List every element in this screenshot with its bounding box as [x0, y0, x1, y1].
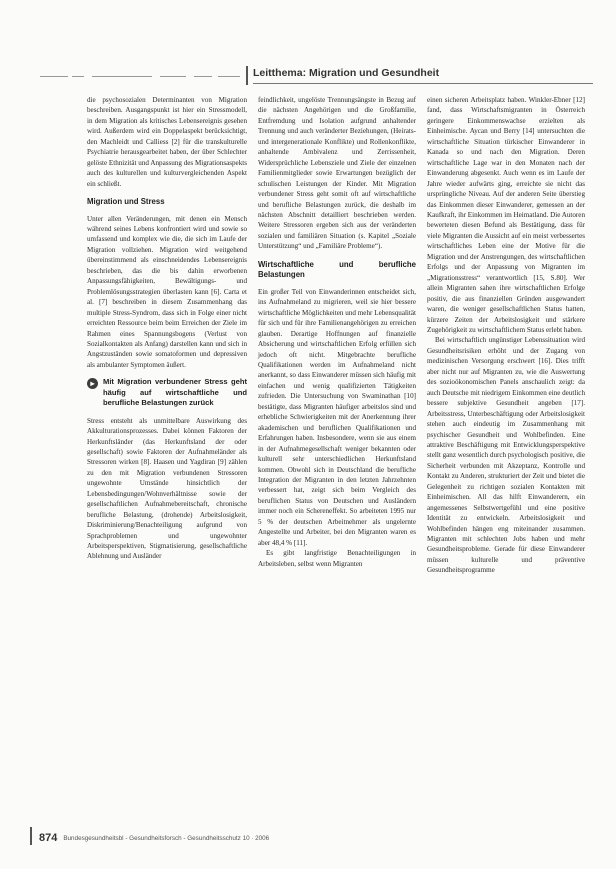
- paragraph: Bei wirtschaftlich ungünstiger Lebenssituation wird Gesundheitsrisiken erhöht und der Zugang von medizinischen Versorgung erschwert [16]. Dies trifft aber nicht nur auf Migranten zu, wie die Auswertung des sozioökonomischen Panels anschaulich zeigt: da auch Deutsche mit niedrigem Einkommen eine deutlich bessere subjektive Gesundheit angeben [17]. Arbeitsstress, Unterbeschäftigung oder Arbeitslosigkeit stehen auch eindeutig im Zusammenhang mit psychischer Gesundheit und Wohlbefinden. Eine attraktive Beschäftigung mit Entwicklungsperspektive stellt ganz wesentlich durch psychologisch positive, die Sicherheit verbunden mit Akzeptanz, Kontrolle und Kontakt zu Anderen, strukturiert der Zeit und bietet die Gelegenheit zu richtigen sozialen Kontakten mit Einheimischen. All das hilft Einwanderern, ein angemessenes Selbstwertgefühl und eine positive Identität zu entwickeln. Arbeitslosigkeit und Wohlbefinden hängen eng miteinander zusammen. Migranten mit schlechten Jobs haben und mehr Gesundheitsprobleme. Gerade für diese Einwanderer müssen kulturelle und präventive Gesundheitsprogramme: [427, 336, 585, 575]
- header-dash: [72, 76, 84, 77]
- footer-rule: [30, 827, 32, 845]
- paragraph: Stress entsteht als unmittelbare Auswirkung des Akkulturationsprozesses. Dabei können Faktoren der Herkunftsländer (das Herkunftsland der oder gesellschaft) sowie Faktoren der Aufnahmeländer als Stressoren wirken [8]. Haasen und Yagdiran [9] zählen zu den mit Migration verbundenen Stressoren ungewohnte Umstände hinsichtlich der Lebensbedingungen/Wohnverhältnisse sowie der gesellschaftlichen Aufnahmebereitschaft, chronische berufliche Belastung, (drohende) Arbeitslosigkeit, Diskriminierung/Benachteiligung aufgrund von Sprachproblemen und ungewohnter Arbeitsperspektiven, Stigmatisierung, gesellschaftliche Ablehnung und Ausländer: [87, 416, 247, 561]
- header-separator: [246, 66, 248, 85]
- journal-citation: Bundesgesundheitsbl - Gesundheitsforsch - Gesundheitsschutz 10 · 2006: [63, 834, 270, 842]
- header-dash: [40, 76, 68, 77]
- pull-quote-text: Mit Migration verbundener Stress geht häufig auf wirtschaftliche und berufliche Belastungen zurück: [103, 377, 247, 408]
- header-dash: [218, 76, 240, 77]
- running-title: Leitthema: Migration und Gesundheit: [253, 67, 440, 79]
- arrow-bullet-icon: ▸: [87, 378, 98, 389]
- page-number: 874: [39, 832, 58, 844]
- paragraph: die psychosozialen Determinanten von Migration beschreiben. Ausgangspunkt ist hier ein Stressmodell, in dem Migration als kritisches Lebensereignis gesehen wird. Außerdem wird ein Doppelaspekt berücksichtigt, den Machleidt und Calliess [2] für die transkulturelle Psychiatrie herausgearbeitet haben, der über Schlechter gelöste Ethnizität und Anpassung des Migrationsaspekts auch des kulturellen und kulturvergleichenden Aspekt ein schließt.: [87, 96, 247, 188]
- pull-quote: [87, 377, 247, 408]
- section-heading-work: Wirtschaftliche und berufliche Belastungen: [258, 259, 416, 280]
- paragraph: Ein großer Teil von Einwanderinnen entscheidet sich, ins Aufnahmeland zu migrieren, weil sie hier bessere wirtschaftliche Möglichkeiten und mehr Lebensqualität für sich und für ihre Familienangehörigen zu erreichen glauben. Derartige Hoffnungen auf finanzielle Absicherung und wirtschaftlichen Erfolg erfüllen sich jedoch oft nicht. Mitgebrachte berufliche Qualifikationen werden im Aufnahmeland nicht anerkannt, so dass Einwanderer müssen sich häufig mit einfachen und wenig qualifizierten Tätigkeiten zufrieden. Die Untersuchung von Swaminathan [10] bestätigte, dass Migranten häufiger arbeitslos sind und erhebliche Schwierigkeiten mit der Anerkennung ihrer akademischen und beruflichen Qualifikationen und Erfahrungen haben. Insbesondere, wenn sie aus einem in der Aufnahmegesellschaft weniger bekannten oder kulturell sehr unterschiedlichen Herkunftsland kommen. Obwohl sich in Deutschland die berufliche Integration der Migranten in den letzten Jahrzehnten verbessert hat, zeigt sich beim Vergleich des beruflichen Status von Deutschen und Ausländern immer noch ein Schereneffekt. So arbeiteten 1995 nur 5 % der deutschen Arbeitnehmer als ungelernte Angestellte und Arbeiter, bei den Migranten waren es aber 48,4 % [11].: [258, 287, 416, 547]
- header-dash: [92, 76, 152, 77]
- paragraph: Es gibt langfristige Benachteiligungen in Arbeitsleben, selbst wenn Migranten: [258, 549, 416, 568]
- paragraph: einen sicheren Arbeitsplatz haben. Winkler-Ebner [12] fand, dass Wirtschaftsmigranten in Österreich geringere Einkommenswachse erzielten als Einheimische. Aycan und Berry [14] untersuchten die wirtschaftliche Situation türkischer Einwanderer in Kanada so und nach den Migration. Deren wirtschaftliche Lage war in den Monaten nach der Einwanderung abgesenkt. Auch wenn es im Laufe der Jahre wieder aufwärts ging, erreichte sie nicht das ursprüngliche Niveau. Auf der anderen Seite überstieg das Einkommen dieser Einwanderer, gemessen an der Kaufkraft, ihr Einkommen im Heimatland. Die Autoren bewerteten diesen Befund als Bestätigung, dass für viele Migranten die Aussicht auf ein meist verbessertes wirtschaftliches Leben eine der Motive für die Migration und der Anstrengungen, des wirtschaftlichen Erfolgs und der Anpassung von Migranten im „Migrationsstress“ verantwortlich [15, S.80]. Wer allein Migranten sahen ihre wirtschaftlichen Erfolge positiv, die aus finanziellen Gründen ausgewandert waren, die weniger gesellschaftlichen Status hatten, kürzere Zeiten der Arbeitslosigkeit und stärkere Zugehörigkeit zu wirtschaftlichem Status erlebt haben.: [427, 96, 585, 334]
- paragraph: feindlichkeit, ungelöste Trennungsängste in Bezug auf die nächsten Angehörigen und die Großfamilie, Entfremdung und Isolation aufgrund anhaltender Trennung und auch veränderter Beziehungen, (Heirats- und intergenerationale Konflikte) und Rollenkonflikte, anhaltende Ambivalenz und Zerrissenheit, Widersprüchliche Lebensziele und Ziele der einzelnen Familienmitglieder sowie Erwartungen bezüglich der schulischen Leistungen der Kinder. Mit Migration verbundener Stress geht somit oft auf wirtschaftliche und berufliche Belastungen zurück, die deshalb im nächsten Abschnitt detailliert beschrieben werden. Weitere Stressoren ergeben sich aus der veränderten sozialen und familiären Situation (s. Kapitel „Soziale Unterstützung“ und „Familiäre Probleme“).: [258, 96, 416, 251]
- section-heading-stress: Migration und Stress: [87, 197, 165, 207]
- text-column-middle: [258, 95, 416, 569]
- paragraph: Unter allen Veränderungen, mit denen ein Mensch während seines Lebens konfrontiert wird und sowie so umfassend und komplex wie die, die sich im Laufe der Migration vollziehen. Migration wird weitgehend übereinstimmend als einschneidendes Lebensereignis beschrieben, das die bis dahin erworbenen Anpassungsfähigkeiten, Bewältigungs- und Problemlösungsstrategien überlasten kann [6]. Carta et al. [7] beschreiben in diesem Zusammenhang das multiple Stress-Syndrom, dass sich in Folge einer nicht erreichten Ressource beim beim Erreichen der Ziele im Rahmen eines Spannungsbogens (Verlust von Sozialkontakten als Anfang) darstellen kann und sich in Angstzuständen sowie somatoformen und depressiven als ambulanter Symptomen äußert.: [87, 214, 247, 369]
- text-column-right: [427, 95, 585, 576]
- header-dash: [160, 76, 186, 77]
- header-dash: [194, 76, 212, 77]
- page-footer: [39, 832, 269, 844]
- text-column-left: [87, 95, 247, 562]
- header-underline: [253, 83, 593, 84]
